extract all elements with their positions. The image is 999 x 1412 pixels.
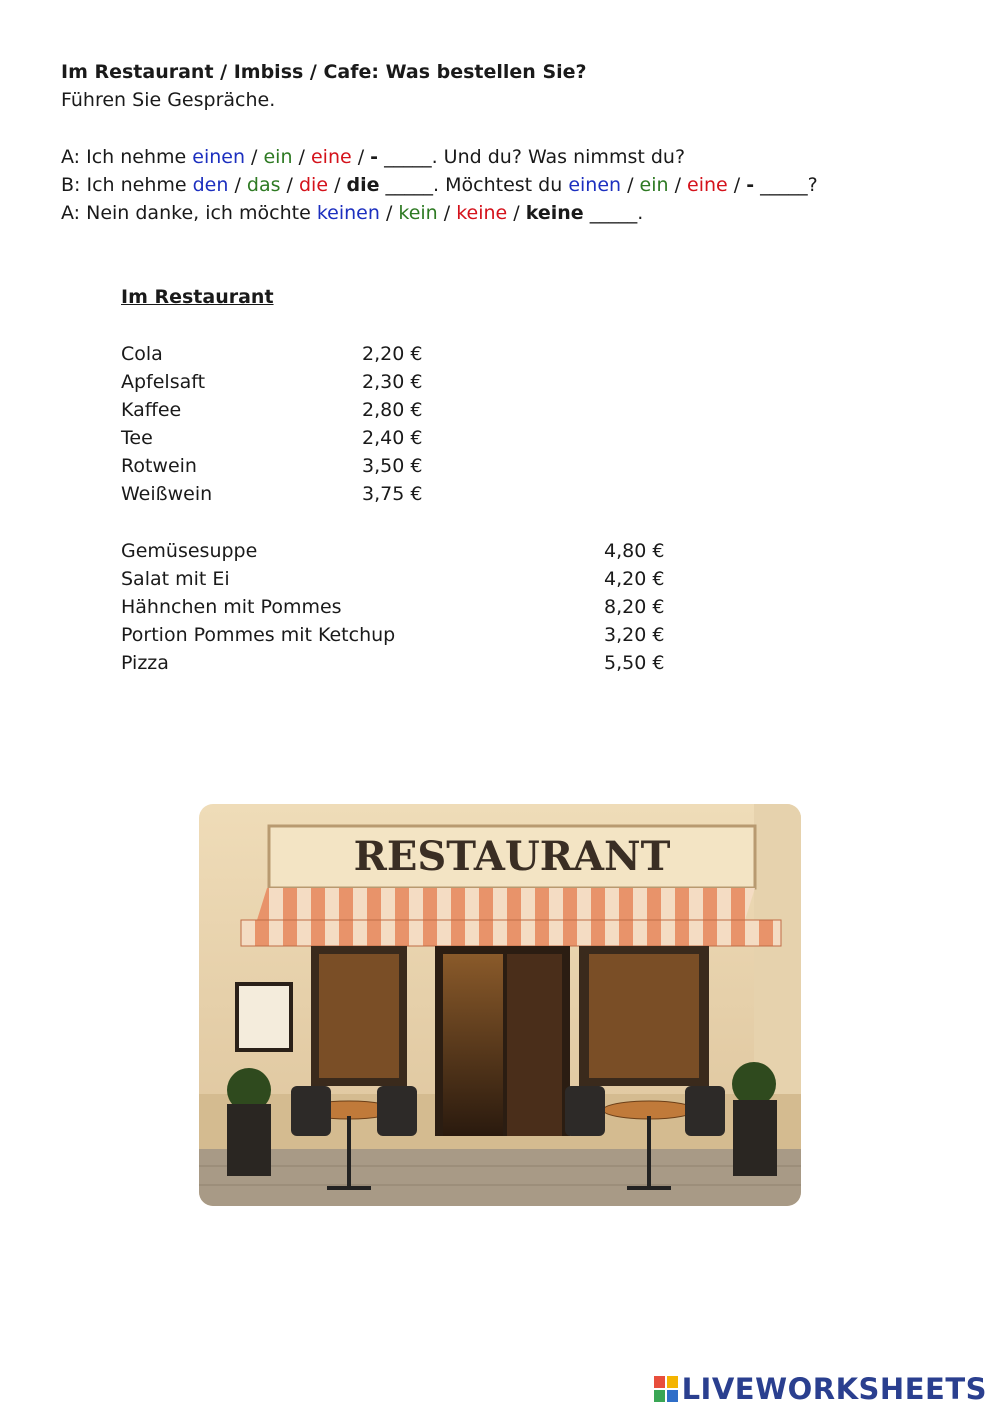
item-name: Tee	[121, 427, 153, 449]
item-price: 2,20 €	[362, 343, 423, 365]
item-name: Apfelsaft	[121, 371, 206, 393]
liveworksheets-logo-text: LIVEWORKSHEETS	[681, 1372, 987, 1406]
article-masculine: einen	[568, 174, 622, 196]
article-plural: -	[370, 146, 379, 168]
item-price: 2,80 €	[362, 399, 423, 421]
article-feminine: keine	[456, 202, 508, 224]
article-masculine: einen	[192, 146, 245, 168]
liveworksheets-logo	[654, 1372, 987, 1406]
dialog-line-3	[61, 202, 643, 224]
menu-row	[121, 399, 423, 421]
item-price: 5,50 €	[604, 652, 665, 674]
article-feminine: die	[299, 174, 329, 196]
item-name: Rotwein	[121, 455, 197, 477]
restaurant-photo	[199, 804, 801, 1206]
separator: /	[292, 146, 311, 168]
worksheet-title: Im Restaurant / Imbiss / Cafe: Was bestellen Sie?	[61, 61, 587, 83]
item-name: Pizza	[121, 652, 169, 674]
restaurant-illustration	[199, 804, 801, 1206]
dialog-text: _____?	[754, 174, 818, 196]
separator: /	[437, 202, 457, 224]
dialog-line-2	[61, 174, 818, 196]
dialog-text: B: Ich nehme	[61, 174, 193, 196]
dialog-line-1	[61, 146, 685, 168]
worksheet-subtitle: Führen Sie Gespräche.	[61, 89, 276, 111]
separator: /	[228, 174, 247, 196]
separator: /	[727, 174, 747, 196]
separator: /	[280, 174, 299, 196]
article-neuter: das	[246, 174, 281, 196]
article-masculine: keinen	[316, 202, 380, 224]
item-price: 3,50 €	[362, 455, 423, 477]
item-price: 4,20 €	[604, 568, 665, 590]
separator: /	[245, 146, 264, 168]
menu-row	[121, 652, 665, 674]
item-name: Salat mit Ei	[121, 568, 230, 590]
menu-row	[121, 596, 665, 618]
item-price: 2,40 €	[362, 427, 423, 449]
dialog-text: A: Ich nehme	[61, 146, 193, 168]
item-price: 3,75 €	[362, 483, 423, 505]
menu-row	[121, 343, 423, 365]
menu-row	[121, 371, 423, 393]
separator: /	[621, 174, 640, 196]
separator: /	[668, 174, 688, 196]
item-price: 2,30 €	[362, 371, 423, 393]
menu-row	[121, 483, 423, 505]
item-name: Cola	[121, 343, 163, 365]
separator: /	[351, 146, 371, 168]
menu-row	[121, 540, 665, 562]
menu-row	[121, 568, 665, 590]
menu-row	[121, 455, 423, 477]
item-name: Portion Pommes mit Ketchup	[121, 624, 396, 646]
article-plural: -	[746, 174, 755, 196]
item-price: 3,20 €	[604, 624, 665, 646]
article-feminine: eine	[310, 146, 352, 168]
article-masculine: den	[192, 174, 229, 196]
item-name: Gemüsesuppe	[121, 540, 258, 562]
liveworksheets-logo-icon	[654, 1376, 678, 1402]
separator: /	[379, 202, 399, 224]
item-price: 8,20 €	[604, 596, 665, 618]
item-name: Hähnchen mit Pommes	[121, 596, 342, 618]
dialog-text: _____.	[583, 202, 644, 224]
article-neuter: ein	[639, 174, 669, 196]
menu-row	[121, 624, 665, 646]
dialog-text: _____. Und du? Was nimmst du?	[378, 146, 686, 168]
item-price: 4,80 €	[604, 540, 665, 562]
menu-row	[121, 427, 423, 449]
dialog-text: A: Nein danke, ich möchte	[61, 202, 317, 224]
article-feminine: eine	[687, 174, 728, 196]
item-name: Kaffee	[121, 399, 182, 421]
item-name: Weißwein	[121, 483, 213, 505]
restaurant-sign-text: RESTAURANT	[353, 833, 671, 880]
separator: /	[328, 174, 347, 196]
dialog-text: _____. Möchtest du	[379, 174, 569, 196]
article-plural: keine	[525, 202, 584, 224]
article-neuter: kein	[398, 202, 438, 224]
separator: /	[507, 202, 526, 224]
menu-title: Im Restaurant	[121, 286, 274, 308]
article-plural: die	[346, 174, 380, 196]
article-neuter: ein	[263, 146, 293, 168]
